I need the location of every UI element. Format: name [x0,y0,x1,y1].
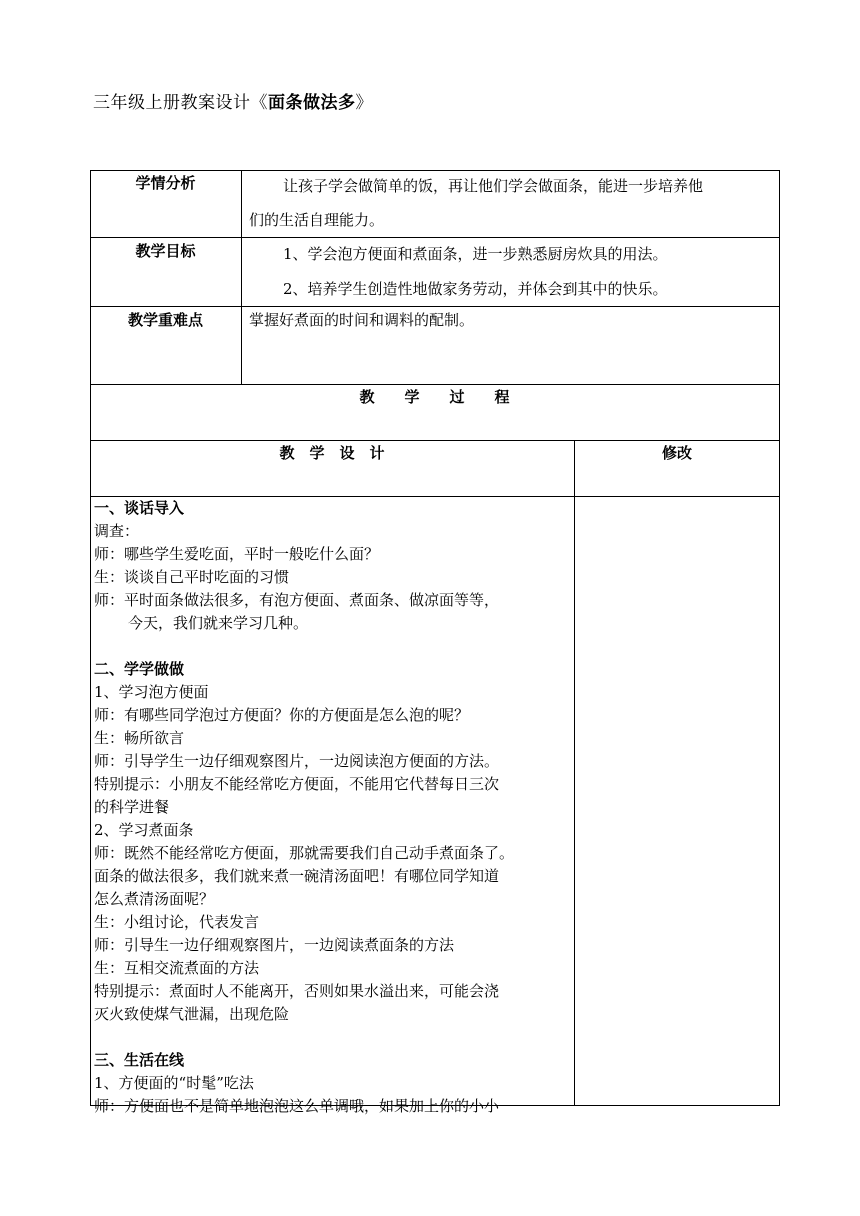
situation-label: 学情分析 [135,174,196,192]
table-border-top [90,170,780,171]
content-line: 2、学习煮面条 [94,821,194,839]
goal-item-1: 1、学会泡方便面和煮面条，进一步熟悉厨房炊具的用法。 [283,245,668,263]
situation-line-2: 们的生活自理能力。 [249,211,385,229]
blank-line [94,1026,572,1049]
content-line: 怎么煮清汤面呢？ [94,890,215,908]
content-line: 生：互相交流煮面的方法 [94,959,260,977]
goal-item-2: 2、培养学生创造性地做家务劳动，并体会到其中的快乐。 [283,280,668,298]
row-divider-4 [90,440,780,441]
content-line: 特别提示：煮面时人不能离开，否则如果水溢出来，可能会浇 [94,982,500,1000]
label-column-divider [241,170,242,385]
situation-line-1: 让孩子学会做简单的饭，再让他们学会做面条，能进一步培养他 [283,177,704,195]
section-heading: 二、学学做做 [94,660,185,678]
content-line: 师：哪些学生爱吃面，平时一般吃什么面？ [94,545,380,563]
content-line: 师：引导生一边仔细观察图片，一边阅读煮面条的方法 [94,936,455,954]
content-line: 师：既然不能经常吃方便面，那就需要我们自己动手煮面条了。 [94,844,515,862]
title-prefix: 三年级上册教案设计《 [93,93,268,113]
content-line: 调查： [94,522,140,540]
key-points-text: 掌握好煮面的时间和调料的配制。 [249,311,475,329]
content-line: 1、方便面的“时髦”吃法 [94,1074,254,1092]
content-line: 生：小组讨论，代表发言 [94,913,260,931]
revise-header: 修改 [661,444,692,462]
row-divider-3 [90,384,780,385]
content-line: 的科学进餐 [94,798,170,816]
revise-column-divider [574,440,575,1106]
content-line: 今天，我们就来学习几种。 [128,614,309,632]
key-points-label: 教学重难点 [127,311,203,329]
table-border-right [779,170,780,1106]
section-heading: 三、生活在线 [94,1051,185,1069]
goals-label: 教学目标 [135,242,196,260]
content-line: 生：畅所欲言 [94,729,185,747]
title-bold: 面条做法多 [268,93,356,113]
content-line: 面条的做法很多，我们就来煮一碗清汤面吧！有哪位同学知道 [94,867,500,885]
content-line: 师：有哪些同学泡过方便面？你的方便面是怎么泡的呢？ [94,706,470,724]
content-line: 师：引导学生一边仔细观察图片，一边阅读泡方便面的方法。 [94,752,500,770]
content-line: 师：平时面条做法很多，有泡方便面、煮面条、做凉面等等， [94,591,500,609]
row-divider-1 [90,237,780,238]
row-divider-2 [90,306,780,307]
title-suffix: 》 [355,93,373,113]
document-title [93,88,373,113]
content-line: 师：方便面也不是简单地泡泡这么单调哦，如果加上你的小小 [94,1097,500,1115]
blank-line [94,635,572,658]
section-heading: 一、谈话导入 [94,499,185,517]
process-header: 教 学 过 程 [359,388,510,406]
lesson-content [94,497,572,1118]
content-line: 特别提示：小朋友不能经常吃方便面，不能用它代替每日三次 [94,775,500,793]
content-line: 1、学习泡方便面 [94,683,209,701]
design-header: 教 学 设 计 [279,444,385,462]
content-line: 生：谈谈自己平时吃面的习惯 [94,568,290,586]
content-line: 灭火致使煤气泄漏，出现危险 [94,1005,290,1023]
